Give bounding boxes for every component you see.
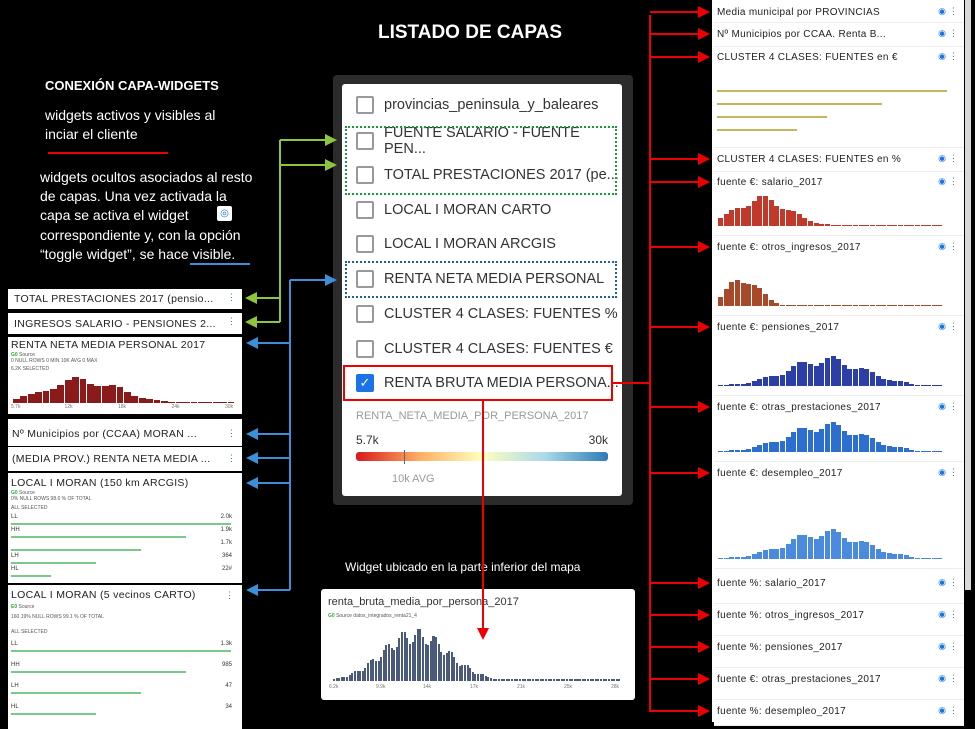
visibility-eye-icon[interactable]: ◉ bbox=[938, 673, 946, 683]
toggle-widget-icon: ◎ bbox=[217, 206, 232, 221]
more-icon[interactable]: ⋮ bbox=[949, 577, 958, 587]
visibility-eye-icon[interactable]: ◉ bbox=[938, 6, 946, 16]
more-icon[interactable]: ⋮ bbox=[949, 609, 958, 619]
widget-all-selected: ALL SELECTED bbox=[11, 629, 48, 635]
more-icon[interactable]: ⋮ bbox=[949, 705, 958, 715]
widget-selected: 6.2K SELECTED bbox=[11, 366, 50, 372]
visibility-eye-icon[interactable]: ◉ bbox=[938, 577, 946, 587]
visibility-eye-icon[interactable]: ◉ bbox=[938, 241, 946, 251]
widget-title: (MEDIA PROV.) RENTA NETA MEDIA ... bbox=[12, 453, 211, 465]
layer-label: LOCAL I MORAN ARCGIS bbox=[384, 236, 556, 252]
category-label: HH bbox=[11, 662, 20, 668]
category-label: HH bbox=[11, 527, 20, 533]
more-icon[interactable]: ⋮ bbox=[949, 51, 958, 61]
axis-tick-label: 5.7k bbox=[11, 404, 21, 410]
more-icon[interactable]: ⋮ bbox=[227, 292, 236, 302]
axis-tick-label: 30k bbox=[225, 404, 234, 410]
layer-label: CLUSTER 4 CLASES: FUENTES % bbox=[384, 306, 618, 322]
category-label: LL bbox=[11, 641, 18, 647]
widget-title: fuente €: pensiones_2017 bbox=[717, 322, 840, 333]
more-icon[interactable]: ⋮ bbox=[949, 467, 958, 477]
axis-tick-label: 6.2k bbox=[329, 684, 339, 690]
visibility-eye-icon[interactable]: ◉ bbox=[938, 401, 946, 411]
more-icon[interactable]: ⋮ bbox=[949, 28, 958, 38]
category-label: LH bbox=[11, 553, 19, 559]
widget-stats: 0 NULL ROWS 0 MIN 10K AVG 0 MAX bbox=[11, 358, 98, 364]
widget-source: G0 Source bbox=[11, 352, 35, 358]
visibility-eye-icon[interactable]: ◉ bbox=[938, 321, 946, 331]
more-icon[interactable]: ⋮ bbox=[227, 453, 236, 463]
bottom-caption: Widget ubicado en la parte inferior del mapa bbox=[345, 560, 581, 574]
widget-source: G0 Source bbox=[11, 490, 35, 496]
category-value: 985 bbox=[221, 662, 232, 668]
widget-title: Media municipal por PROVINCIAS bbox=[717, 7, 880, 18]
widget-title: CLUSTER 4 CLASES: FUENTES en % bbox=[717, 154, 902, 165]
axis-tick-label: 9.9k bbox=[376, 684, 386, 690]
widget-title: fuente %: salario_2017 bbox=[717, 578, 826, 589]
ramp-max: 30k bbox=[588, 433, 608, 447]
visibility-eye-icon[interactable]: ◉ bbox=[938, 51, 946, 61]
widget-source: E0 Source bbox=[11, 604, 35, 610]
visibility-eye-icon[interactable]: ◉ bbox=[938, 467, 946, 477]
legend-heading: CONEXIÓN CAPA-WIDGETS bbox=[45, 78, 219, 93]
bottom-widget-title: renta_bruta_media_por_persona_2017 bbox=[328, 596, 519, 608]
axis-tick-label: 18k bbox=[118, 404, 127, 410]
layer-label: TOTAL PRESTACIONES 2017 (pe... bbox=[384, 167, 619, 183]
more-icon[interactable]: ⋮ bbox=[949, 6, 958, 16]
category-value: 364 bbox=[221, 553, 232, 559]
more-icon[interactable]: ⋮ bbox=[227, 316, 236, 326]
page-title: LISTADO DE CAPAS bbox=[377, 22, 563, 43]
widget-title: CLUSTER 4 CLASES: FUENTES en € bbox=[717, 52, 898, 63]
more-icon[interactable]: ⋮ bbox=[949, 153, 958, 163]
widget-stats: 160.19% NULL ROWS 99.1 % OF TOTAL bbox=[11, 614, 104, 620]
widget-title: fuente €: otras_prestaciones_2017 bbox=[717, 402, 881, 413]
more-icon[interactable]: ⋮ bbox=[949, 176, 958, 186]
category-value: 22# bbox=[221, 566, 232, 572]
layer-label: RENTA NETA MEDIA PERSONAL bbox=[384, 271, 605, 287]
visibility-eye-icon[interactable]: ◉ bbox=[938, 705, 946, 715]
axis-tick-label: 12k bbox=[64, 404, 73, 410]
widget-title: RENTA NETA MEDIA PERSONAL 2017 bbox=[11, 339, 206, 351]
widget-title: TOTAL PRESTACIONES 2017 (pensio... bbox=[14, 293, 214, 305]
axis-tick-label: 14k bbox=[423, 684, 432, 690]
widget-title: fuente €: otras_prestaciones_2017 bbox=[717, 674, 881, 685]
widget-title: LOCAL I MORAN (150 km ARCGIS) bbox=[11, 477, 189, 489]
category-value: 1.9k bbox=[220, 527, 232, 533]
layer-label: CLUSTER 4 CLASES: FUENTES € bbox=[384, 341, 613, 357]
widget-title: fuente €: otros_ingresos_2017 bbox=[717, 242, 861, 253]
category-value: 1.7k bbox=[220, 540, 232, 546]
ramp-min: 5.7k bbox=[356, 433, 379, 447]
layer-label: RENTA BRUTA MEDIA PERSONA... bbox=[384, 375, 619, 391]
more-icon[interactable]: ⋮ bbox=[949, 401, 958, 411]
more-icon[interactable]: ⋮ bbox=[225, 590, 234, 600]
more-icon[interactable]: ⋮ bbox=[949, 673, 958, 683]
widget-title: LOCAL I MORAN (5 vecinos CARTO) bbox=[11, 589, 196, 601]
layer-label: FUENTE SALARIO - FUENTE PEN... bbox=[384, 125, 580, 157]
category-value: 47 bbox=[225, 683, 232, 689]
widget-stats: 0% NULL ROWS 98.6 % OF TOTAL bbox=[11, 496, 92, 502]
widget-title: fuente %: otros_ingresos_2017 bbox=[717, 610, 865, 621]
more-icon[interactable]: ⋮ bbox=[949, 641, 958, 651]
axis-tick-label: 25k bbox=[564, 684, 573, 690]
layer-label: LOCAL I MORAN CARTO bbox=[384, 202, 552, 218]
category-value: 1.3k bbox=[220, 641, 232, 647]
widget-title: fuente €: desempleo_2017 bbox=[717, 468, 843, 479]
category-label: HL bbox=[11, 704, 19, 710]
widget-title: INGRESOS SALARIO - PENSIONES 2... bbox=[14, 318, 216, 330]
visibility-eye-icon[interactable]: ◉ bbox=[938, 153, 946, 163]
widget-title: fuente %: desempleo_2017 bbox=[717, 706, 846, 717]
widget-title: Nº Municipios por CCAA. Renta B... bbox=[717, 29, 886, 40]
axis-tick-label: 24k bbox=[171, 404, 180, 410]
widget-title: Nº Municipios por (CCAA) MORAN ... bbox=[12, 428, 197, 440]
category-label: LH bbox=[11, 683, 19, 689]
category-label: HL bbox=[11, 566, 19, 572]
ramp-avg: 10k AVG bbox=[392, 473, 435, 485]
axis-tick-label: 21k bbox=[517, 684, 526, 690]
legend-hidden-text: widgets ocultos asociados al resto de capas. Una vez activada la capa se activa el widget bbox=[40, 169, 253, 223]
visibility-eye-icon[interactable]: ◉ bbox=[938, 28, 946, 38]
axis-tick-label: 28k bbox=[611, 684, 620, 690]
ramp-field: RENTA_NETA_MEDIA_POR_PERSONA_2017 bbox=[356, 410, 589, 422]
category-value: 2.0k bbox=[220, 514, 232, 520]
category-label: LL bbox=[11, 514, 18, 520]
visibility-eye-icon[interactable]: ◉ bbox=[938, 641, 946, 651]
widget-title: fuente €: salario_2017 bbox=[717, 177, 823, 188]
category-value: 34 bbox=[225, 704, 232, 710]
layer-checkbox-checked[interactable]: ✓ bbox=[356, 374, 374, 392]
visibility-eye-icon[interactable]: ◉ bbox=[938, 609, 946, 619]
more-icon[interactable]: ⋮ bbox=[227, 428, 236, 438]
bottom-widget-source: G0 Source datos_integrados_renta21_4 bbox=[328, 613, 417, 619]
more-icon[interactable]: ⋮ bbox=[949, 321, 958, 331]
widget-title: fuente %: pensiones_2017 bbox=[717, 642, 843, 653]
more-icon[interactable]: ⋮ bbox=[949, 241, 958, 251]
legend-active-text: widgets activos y visibles al inciar el cliente bbox=[45, 107, 216, 142]
visibility-eye-icon[interactable]: ◉ bbox=[938, 176, 946, 186]
legend-hidden-text-2: correspondiente y, con la opción “toggle widget”, se hace visible. bbox=[40, 227, 241, 262]
axis-tick-label: 17k bbox=[470, 684, 479, 690]
widget-all-selected: ALL SELECTED bbox=[11, 505, 48, 511]
layer-label: provincias_peninsula_y_baleares bbox=[384, 97, 599, 113]
